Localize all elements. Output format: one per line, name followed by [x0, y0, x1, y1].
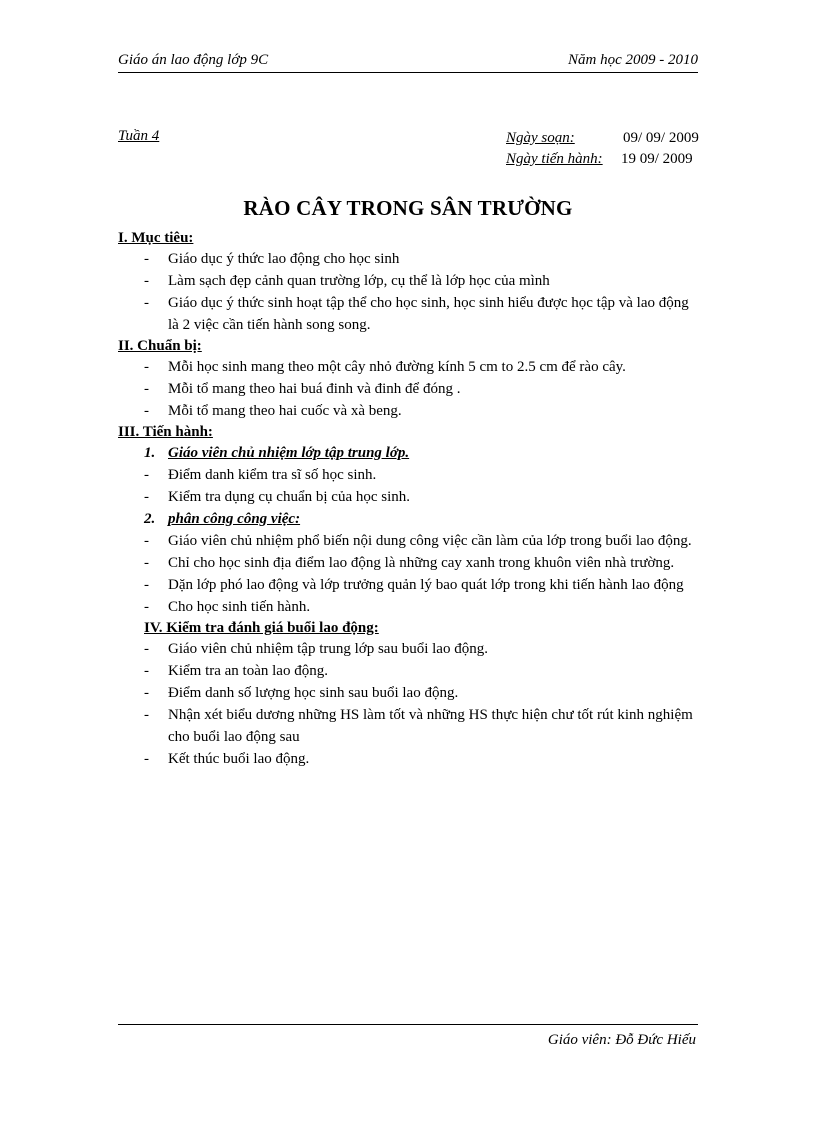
list-item: - Mỗi học sinh mang theo một cây nhỏ đường kính 5 cm to 2.5 cm để rào cây.: [118, 356, 698, 378]
teach-date-value: 19 09/ 2009: [621, 151, 693, 167]
list-item: - Làm sạch đẹp cảnh quan trường lớp, cụ thể là lớp học của mình: [118, 270, 698, 292]
teach-date-row: [506, 149, 699, 170]
date-block: [506, 128, 699, 170]
page-header: [118, 52, 698, 73]
header-right: Năm học 2009 - 2010: [568, 52, 698, 68]
list-item: - Kiểm tra dụng cụ chuẩn bị của học sinh.: [118, 486, 698, 508]
list-marker: -: [144, 641, 149, 657]
list-item: - Kết thúc buổi lao động.: [118, 748, 698, 770]
list-marker: -: [144, 403, 149, 419]
list-marker: -: [144, 359, 149, 375]
list-item: - Giáo dục ý thức sinh hoạt tập thể cho học sinh, học sinh hiểu được học tập và lao động là 2 việc cần tiến hành song song.: [118, 292, 698, 336]
list-item: - Giáo viên chủ nhiệm phổ biến nội dung công việc cần làm của lớp trong buổi lao động.: [118, 530, 698, 552]
footer-teacher: Giáo viên: Đỗ Đức Hiếu: [547, 1032, 696, 1048]
prep-date-value: 09/ 09/ 2009: [623, 130, 699, 146]
list-item: - Điểm danh kiểm tra sĩ số học sinh.: [118, 464, 698, 486]
list-marker: -: [144, 577, 149, 593]
footer-divider: [118, 1024, 698, 1025]
list-marker: -: [144, 707, 149, 723]
list-item: - Nhận xét biểu dương những HS làm tốt và những HS thực hiện chư tốt rút kinh nghiệm cho buổi lao động sau: [118, 704, 698, 748]
list-item: - Điểm danh số lượng học sinh sau buổi lao động.: [118, 682, 698, 704]
list-marker: -: [144, 381, 149, 397]
prep-date-label: Ngày soạn:: [506, 130, 575, 146]
list-marker: -: [144, 489, 149, 505]
subsection-number: 2.: [144, 511, 156, 527]
subsection-heading: 2. phân công công việc:: [118, 508, 698, 530]
list-marker: -: [144, 533, 149, 549]
list-item: - Giáo dục ý thức lao động cho học sinh: [118, 248, 698, 270]
prep-date-row: [506, 128, 699, 149]
list-marker: -: [144, 555, 149, 571]
list-item: - Mỗi tổ mang theo hai cuốc và xà beng.: [118, 400, 698, 422]
teach-date-label: Ngày tiến hành:: [506, 151, 603, 167]
list-marker: -: [144, 273, 149, 289]
list-item: - Kiểm tra an toàn lao động.: [118, 660, 698, 682]
list-marker: -: [144, 251, 149, 267]
week-label: Tuần 4: [118, 128, 160, 144]
list-marker: -: [144, 685, 149, 701]
document-title: RÀO CÂY TRONG SÂN TRƯỜNG: [243, 196, 573, 220]
document-body: [118, 228, 698, 770]
section-heading-procedure: III. Tiến hành:: [118, 424, 213, 440]
list-marker: -: [144, 663, 149, 679]
list-item: - Chỉ cho học sinh địa điểm lao động là những cay xanh trong khuôn viên nhà trường.: [118, 552, 698, 574]
list-item: - Dặn lớp phó lao động và lớp trưởng quản lý bao quát lớp trong khi tiến hành lao động: [118, 574, 698, 596]
header-left: Giáo án lao động lớp 9C: [118, 52, 269, 68]
subsection-number: 1.: [144, 445, 156, 461]
subsection-heading: 1. Giáo viên chủ nhiệm lớp tập trung lớp.: [118, 442, 698, 464]
list-marker: -: [144, 295, 149, 311]
list-item: - Cho học sinh tiến hành.: [118, 596, 698, 618]
list-marker: -: [144, 467, 149, 483]
list-marker: -: [144, 599, 149, 615]
section-heading-objectives: I. Mục tiêu:: [118, 230, 194, 246]
list-item: - Mỗi tổ mang theo hai buá đinh và đinh để đóng .: [118, 378, 698, 400]
list-item: - Giáo viên chủ nhiệm tập trung lớp sau buổi lao động.: [118, 638, 698, 660]
list-marker: -: [144, 751, 149, 767]
section-heading-evaluation: IV. Kiểm tra đánh giá buổi lao động:: [144, 620, 379, 636]
section-heading-preparation: II. Chuẩn bị:: [118, 338, 202, 354]
